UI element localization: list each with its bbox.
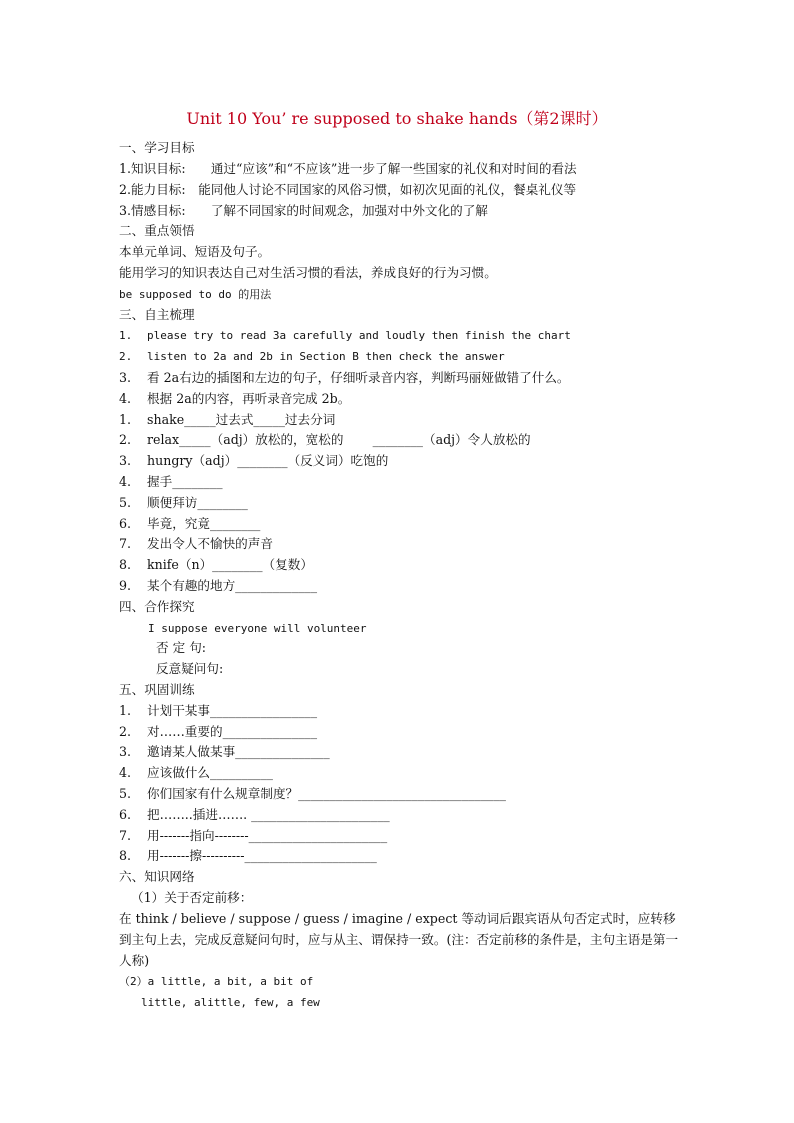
section-heading-key-points: 二、重点领悟 [119,223,195,238]
item-text: 你们国家有什么规章制度？_________________________________ [147,786,506,801]
key-point-3: be supposed to do 的用法 [119,288,272,301]
item-number: 4. [119,765,132,780]
item-text: relax_____（adj）放松的，宽松的 ________（adj）令人放松的 [147,432,531,447]
vocab-item [119,410,335,430]
item-number: 9. [119,578,132,593]
item-text: 用-------擦----------_____________________ [147,848,377,863]
item-text: 把……..插进……. ______________________ [147,807,390,822]
item-number: 1. [119,329,133,342]
task-item [119,389,350,409]
vocab-item [119,534,273,554]
item-text: 应该做什么__________ [147,765,273,780]
vocab-item [119,472,223,492]
item-text: please try to read 3a carefully and loudly then finish the chart [147,329,571,342]
example-sentence: I suppose everyone will volunteer [148,622,367,635]
practice-item [119,742,330,762]
practice-item [119,763,273,783]
practice-item [119,784,506,804]
vocab-item [119,514,260,534]
goal-ability: 2.能力目标: 能同他人讨论不同国家的风俗习惯，如初次见面的礼仪，餐桌礼仪等 [119,182,577,197]
tag-question-label: 反意疑问句: [156,661,224,676]
vocab-item [119,451,388,471]
item-number: 1. [119,703,132,718]
item-number: 3. [119,744,132,759]
item-number: 7. [119,828,132,843]
quantifiers-list: little, alittle, few, a few [141,996,320,1009]
item-text: 看 2a右边的插图和左边的句子，仔细听录音内容，判断玛丽娅做错了什么。 [147,370,570,385]
section-heading-knowledge-network: 六、知识网络 [119,869,195,884]
page-title: Unit 10 You’ re supposed to shake hands（第2课时） [186,109,608,128]
item-text: 用-------指向--------______________________ [147,828,388,843]
practice-item [119,701,317,721]
subheading-negation-shift: （1）关于否定前移： [131,890,253,905]
section-heading-self-study: 三、自主梳理 [119,307,195,322]
item-number: 6. [119,516,132,531]
vocab-item [119,576,317,596]
item-number: 6. [119,807,132,822]
item-text: 毕竟，究竟________ [147,516,261,531]
item-text: 握手________ [147,474,223,489]
section-heading-cooperation: 四、合作探究 [119,599,195,614]
item-text: 发出令人不愉快的声音 [147,536,273,551]
vocab-item [119,493,248,513]
goal-emotion: 3.情感目标: 了解不同国家的时间观念，加强对中外文化的了解 [119,203,488,218]
item-text: listen to 2a and 2b in Section B then check the answer [147,350,505,363]
negation-shift-paragraph: 在 think / believe / suppose / guess / imagine / expect 等动词后跟宾语从句否定式时，应转移到主句上去，完成反意疑问句时，应与从主、谓保持一致。(注：否定前移的条件是，主句主语是第一人称) [119,911,679,968]
key-point-1: 本单元单词、短语及句子。 [119,244,271,259]
item-number: 3. [119,453,132,468]
vocab-item [119,555,313,575]
item-number: 4. [119,474,132,489]
goal-knowledge: 1.知识目标: 通过“应该”和“不应该”进一步了解一些国家的礼仪和对时间的看法 [119,161,577,176]
section-heading-goals: 一、学习目标 [119,140,195,155]
item-number: 1. [119,412,132,427]
vocab-item [119,430,531,450]
item-text: 计划干某事_________________ [147,703,318,718]
task-item [119,368,570,388]
task-item [119,326,571,346]
item-number: 5. [119,786,132,801]
item-number: 4. [119,391,132,406]
practice-item [119,722,317,742]
item-number: 5. [119,495,132,510]
item-number: 8. [119,557,132,572]
item-text: 根据 2a的内容，再听录音完成 2b。 [147,391,351,406]
item-text: 对……重要的_______________ [147,724,318,739]
subheading-quantifiers: （2）a little, a bit, a bit of [119,975,314,988]
item-text: 顺便拜访________ [147,495,248,510]
item-text: 邀请某人做某事_______________ [147,744,330,759]
item-number: 2. [119,724,132,739]
negative-sentence-label: 否 定 句: [156,640,207,655]
practice-item [119,826,387,846]
practice-item [119,805,390,825]
item-text: knife（n）________（复数） [147,557,313,572]
section-heading-practice: 五、巩固训练 [119,682,195,697]
item-number: 8. [119,848,132,863]
item-number: 2. [119,432,132,447]
item-number: 3. [119,370,132,385]
item-text: shake_____过去式_____过去分词 [147,412,336,427]
item-number: 2. [119,350,133,363]
practice-item [119,846,377,866]
item-text: hungry（adj）________（反义词）吃饱的 [147,453,389,468]
item-number: 7. [119,536,132,551]
item-text: 某个有趣的地方_____________ [147,578,318,593]
task-item [119,347,505,367]
key-point-2: 能用学习的知识表达自己对生活习惯的看法，养成良好的行为习惯。 [119,265,497,280]
